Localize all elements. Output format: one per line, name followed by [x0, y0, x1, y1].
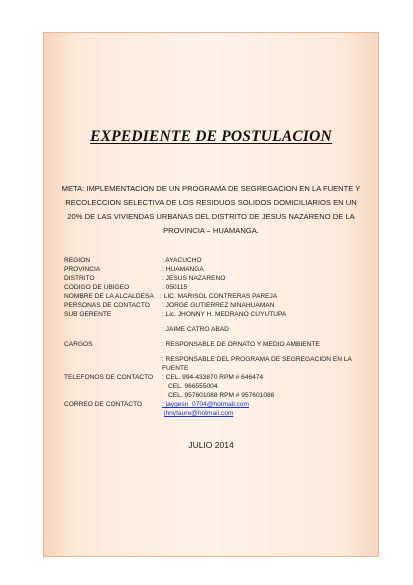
info-row-provincia [64, 265, 364, 274]
alcaldesa-value: : LIC. MARISOL CONTRERAS PAREJA [160, 293, 278, 300]
distrito-value: : JESUS NAZARENO [162, 275, 226, 282]
info-row-ubigeo [64, 283, 364, 292]
distrito-label: DISTRITO [64, 275, 95, 282]
cargos-label: CARGOS [64, 341, 93, 348]
project-info-table [64, 256, 364, 418]
subgerente-value-2: : JAIME CATRO ABAD [162, 326, 229, 333]
info-row-correo [64, 400, 364, 409]
subgerente-value: : Lic. JHONNY H. MEDRANO CUYUTUPA [162, 311, 287, 318]
telefono-3: CEL. 957601088 RPM # 957601088 [168, 392, 275, 399]
contacto-value: : JORGE GUTIERREZ NINAHUAMAN [162, 302, 275, 309]
subgerente-label: SUB GERENTE [64, 311, 112, 318]
ubigeo-value: : 050115 [162, 284, 188, 291]
region-label: REGION [64, 257, 91, 264]
info-row-telefono-2 [64, 382, 364, 391]
info-row-subgerente-2 [64, 325, 364, 334]
document-title: EXPEDIENTE DE POSTULACION [90, 128, 332, 145]
info-row-subgerente [64, 310, 364, 319]
ubigeo-label: CODIGO DE UBIGEO [64, 284, 130, 291]
correo-link-2[interactable]: jhnytaure@hotmail.com [164, 410, 234, 417]
info-row-alcaldesa [64, 292, 364, 301]
project-goal-text: META: IMPLEMENTACION DE UN PROGRAMA DE SEGREGACION EN LA FUENTE Y RECOLECCION SELECTIVA DE LOS RESIDUOS SOLIDOS DOMICILIARIOS EN UN 20% DE LAS VIVIENDAS URBANAS DEL DISTRITO DE JESUS NAZARENO DE LA PROVINCIA – HUAMANGA. [61, 184, 361, 235]
info-row-cargos [64, 340, 364, 349]
correo-label: CORREO DE CONTACTO [64, 401, 143, 408]
cargos-value-2: : RESPONSABLE DEL PROGRAMA DE SEGREGACION EN LA FUENTE [162, 356, 352, 372]
info-row-contacto [64, 301, 364, 310]
info-row-cargos-2 [64, 355, 364, 373]
telefonos-label: TELEFONOS DE CONTACTO [64, 374, 154, 381]
document-date: JULIO 2014 [188, 440, 234, 450]
correo-link-1[interactable]: : jaygesn_0704@hotmail.com [162, 401, 249, 408]
info-row-telefono-3 [64, 391, 364, 400]
info-row-region [64, 256, 364, 265]
telefono-2: CEL. 966555004 [168, 383, 218, 390]
provincia-label: PROVINCIA [64, 266, 101, 273]
info-row-correo-2 [64, 409, 364, 418]
region-value: : AYACUCHO [162, 257, 202, 264]
contacto-label: PERSONAS DE CONTACTO [64, 302, 150, 309]
alcaldesa-label: NOMBRE DE LA ALCALDESA [64, 293, 154, 300]
cargos-value-1: : RESPONSABLE DE ORNATO Y MEDIO AMBIENTE [162, 341, 320, 348]
telefono-1: : CEL. 994-433870 RPM # 646474 [162, 374, 264, 381]
provincia-value: : HUAMANGA [162, 266, 204, 273]
info-row-telefonos [64, 373, 364, 382]
info-row-distrito [64, 274, 364, 283]
